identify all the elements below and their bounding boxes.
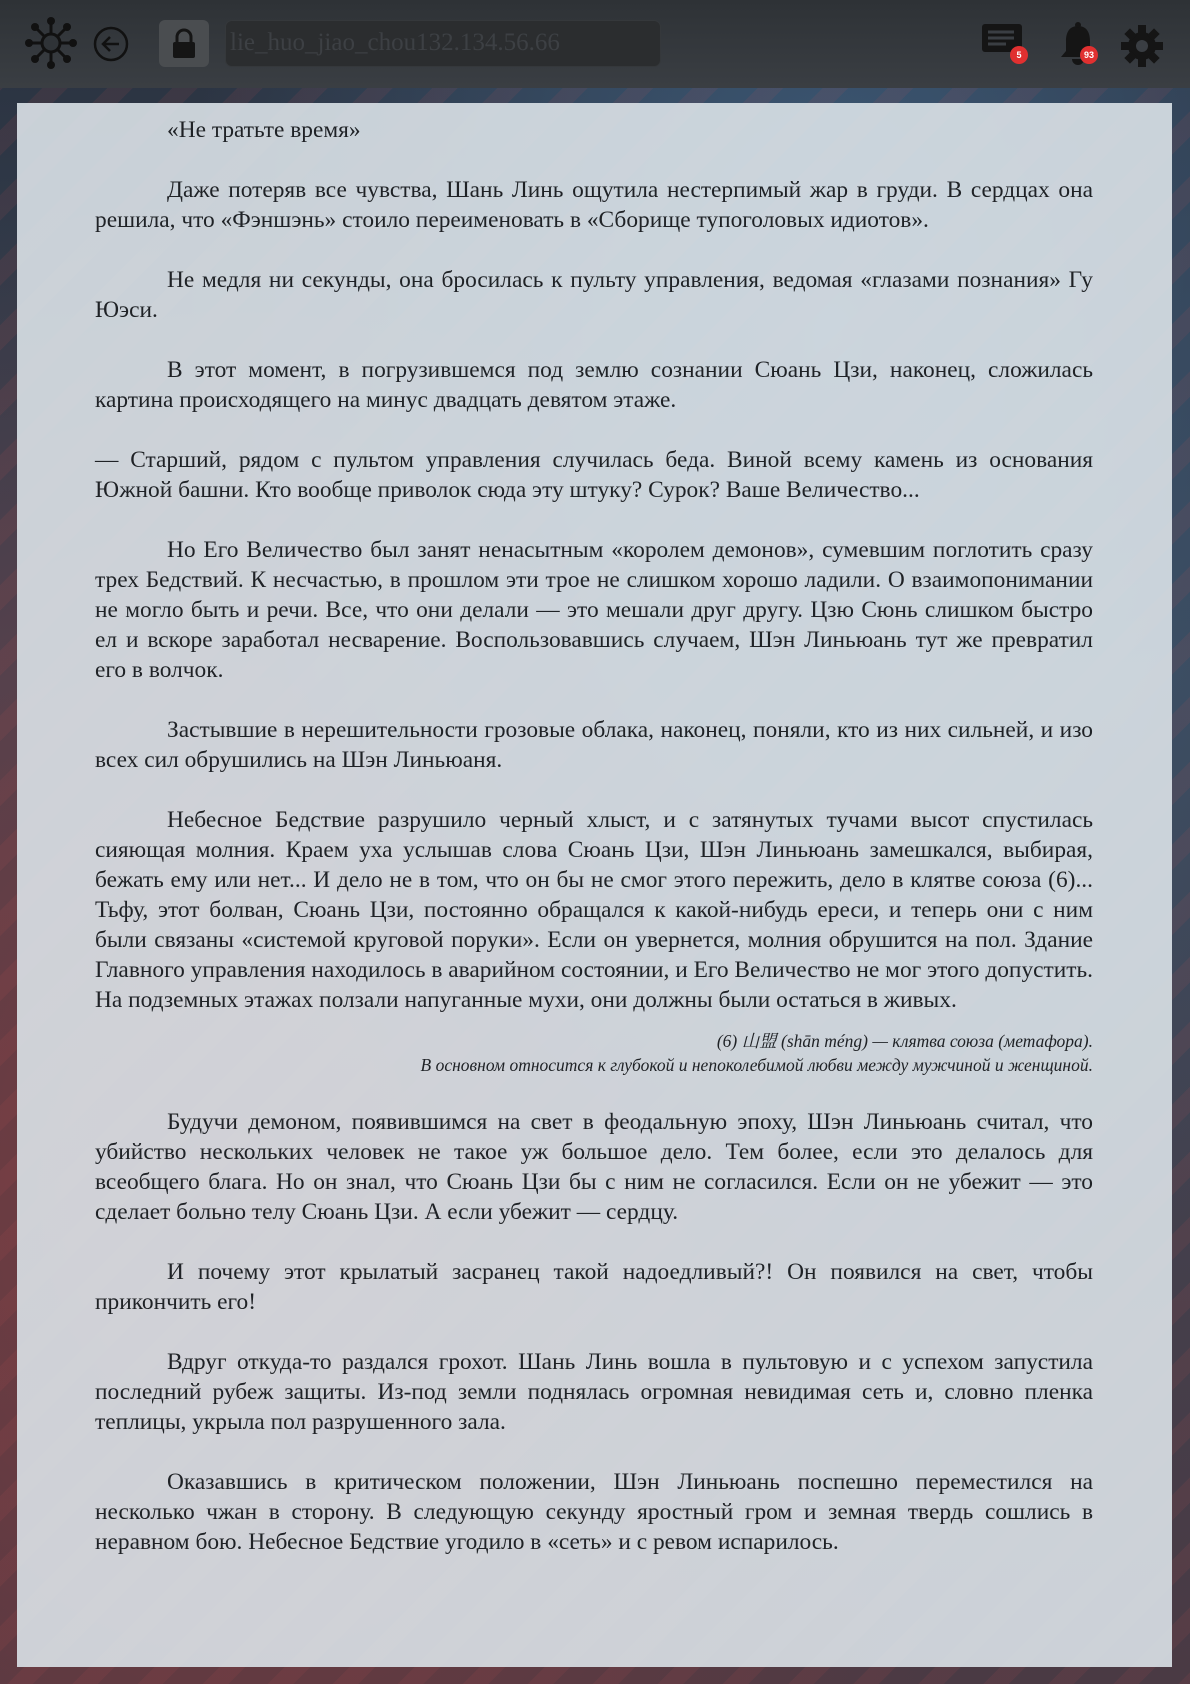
footnote-line: (6) 山盟 (shān méng) — клятва союза (метафора). [716, 1031, 1093, 1051]
gear-icon[interactable] [1120, 24, 1164, 68]
dialogue-paragraph: — Старший, рядом с пультом управления случилась беда. Виной всему камень из основания Южной башни. Кто вообще приволок сюда эту штуку? Сурок? Ваше Величество... [95, 447, 1093, 503]
paragraph: Небесное Бедствие разрушило черный хлыст, и с затянутых тучами высот спустилась сияющая молния. Краем уха услышав слова Сюань Цзи, Шэн Линьюань замешкался, выбирая, бежать ему или нет... И дело не в том, что он бы не смог этого пережить, дело в клятве союза (6)... Тьфу, этот болван, Сюань Цзи, постоянно обращался к какой-нибудь ереси, и теперь они с ним были связаны «системой круговой поруки». Если он увернется, молния обрушится на пол. Здание Главного управления находилось в аварийном состоянии, и Его Величество не мог этого допустить. На подземных этажах ползали напуганные мухи, они должны были остаться в живых. [95, 807, 1093, 1013]
paragraph: Даже потеряв все чувства, Шань Линь ощутила нестерпимый жар в груди. В сердцах она решила, что «Фэншэнь» стоило переименовать в «Сборище тупоголовых идиотов». [95, 177, 1093, 233]
messages-count-badge: 5 [1010, 46, 1028, 64]
lock-button[interactable] [159, 20, 209, 67]
top-toolbar [0, 0, 1190, 88]
url-input[interactable]: lie_huo_jiao_chou132.134.56.66 [225, 20, 661, 67]
footnote-line: В основном относится к глубокой и непоколебимой любви между мужчиной и женщиной. [420, 1055, 1093, 1075]
paragraph: В этот момент, в погрузившемся под землю сознании Сюань Цзи, наконец, сложилась картина происходящего на минус двадцать девятом этаже. [95, 357, 1093, 413]
chapter-text [95, 103, 1093, 1557]
back-arrow-icon[interactable] [93, 26, 129, 62]
paragraph: Оказавшись в критическом положении, Шэн Линьюань поспешно переместился на несколько чжан в сторону. В следующую секунду яростный гром и земная твердь сошлись в неравном бою. Небесное Бедствие угодило в «сеть» и с ревом испарилось. [95, 1469, 1093, 1555]
lock-icon [169, 28, 199, 60]
paragraph: Но Его Величество был занят ненасытным «королем демонов», сумевшим поглотить сразу трех Бедствий. К несчастью, в прошлом эти трое не слишком хорошо ладили. О взаимопонимании не могло быть и речи. Все, что они делали — это мешали друг другу. Цзю Сюнь слишком быстро ел и вскоре заработал несварение. Воспользовавшись случаем, Шэн Линьюань тут же превратил его в волчок. [95, 537, 1093, 683]
reading-panel[interactable] [17, 103, 1172, 1667]
notifications-count-badge: 93 [1080, 46, 1098, 64]
paragraph: «Не тратьте время» [167, 117, 361, 143]
paragraph: Не медля ни секунды, она бросилась к пульту управления, ведомая «глазами познания» Гу Юэси. [95, 267, 1093, 323]
paragraph: Будучи демоном, появившимся на свет в феодальную эпоху, Шэн Линьюань считал, что убийство нескольких человек не такое уж большое дело. Тем более, если это делалось для всеобщего блага. Но он знал, что Сюань Цзи бы с ним не согласился. Если он не убежит — это сделает больно телу Сюань Цзи. А если убежит — сердцу. [95, 1109, 1093, 1225]
paragraph: Вдруг откуда-то раздался грохот. Шань Линь вошла в пультовую и с успехом запустила последний рубеж защиты. Из-под земли поднялась огромная невидимая сеть и, словно пленка теплицы, укрыла пол разрушенного зала. [95, 1349, 1093, 1435]
paragraph: И почему этот крылатый засранец такой надоедливый?! Он появился на свет, чтобы прикончить его! [95, 1259, 1093, 1315]
network-logo-icon[interactable] [24, 16, 78, 70]
paragraph: Застывшие в нерешительности грозовые облака, наконец, поняли, кто из них сильней, и изо всех сил обрушились на Шэн Линьюаня. [95, 717, 1093, 773]
